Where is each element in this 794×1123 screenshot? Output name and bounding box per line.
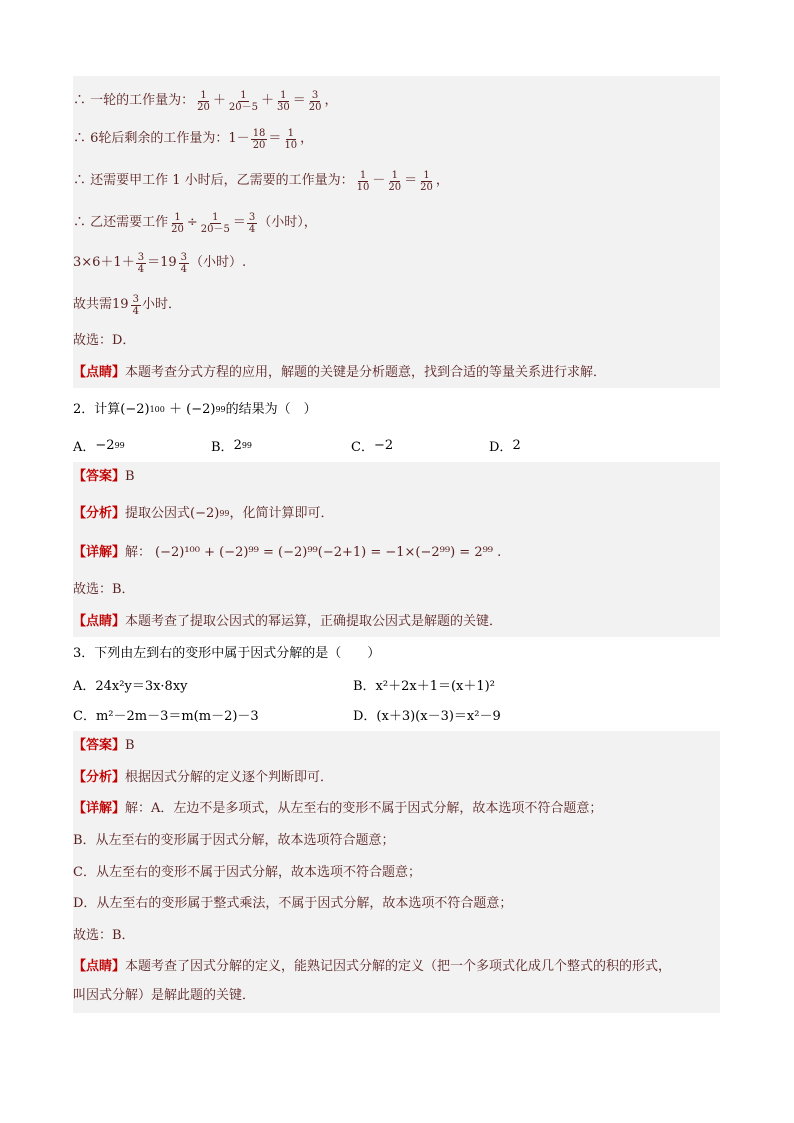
text: 本题考查了提取公因式的幂运算，正确提取公因式是解题的关键． bbox=[125, 614, 503, 630]
text: 故共需 bbox=[73, 297, 113, 313]
text: ∴ 乙还需要工作 bbox=[73, 215, 169, 231]
q3-detail-b bbox=[73, 826, 720, 856]
text: 小时． bbox=[141, 297, 181, 313]
text: 2．计算 bbox=[73, 402, 121, 418]
q2-option-b[interactable]: B． 2 99 bbox=[211, 437, 253, 455]
text: (−2)¹⁰⁰ + (−2)⁹⁹ = (−2)⁹⁹(−2+1) = −1×(−2⁹⁹) = 2⁹⁹ . bbox=[155, 545, 502, 561]
text: 3．下列由左到右的变形中属于因式分解的是（ ） bbox=[73, 646, 381, 662]
fraction: $\frac{18}{20}$ bbox=[252, 127, 266, 151]
q3-detail-d bbox=[73, 889, 720, 919]
text: 根据因式分解的定义逐个判断即可． bbox=[125, 770, 334, 786]
q2-solution bbox=[73, 462, 720, 637]
text: 解：A．左边不是多项式，从左至右的变形不属于因式分解，故本选项不符合题意； bbox=[125, 801, 603, 817]
q3-answer bbox=[73, 731, 720, 761]
text: (−2) bbox=[190, 506, 220, 522]
q2-choose bbox=[73, 575, 720, 605]
text: （小时）， bbox=[258, 215, 317, 231]
text: ∴ 还需要甲工作 1 小时后，乙需要的工作量为： bbox=[73, 173, 354, 189]
fraction: $\frac{1}{20}$ bbox=[171, 211, 184, 235]
q2-detail bbox=[73, 538, 720, 568]
answer-tag: 【答案】 bbox=[73, 469, 126, 485]
q2-stem: 2．计算 (−2) 100 ＋ (−2) 99 的结果为（ ） bbox=[73, 402, 317, 418]
text: B bbox=[125, 469, 135, 485]
line-total-calc: 3×6＋1＋ $\frac{3}{4}$ ＝ 19 $\frac{3}{4}$ （小时）. bbox=[73, 251, 247, 275]
text: 叫因式分解）是解此题的关键． bbox=[73, 988, 256, 1004]
fraction: $\frac{3}{4}$ bbox=[137, 251, 145, 275]
q2-analysis: 【分析】 提取公因式 (−2) 99 ，化简计算即可． bbox=[73, 506, 334, 522]
fraction: $\frac{1}{10}$ bbox=[284, 127, 298, 151]
fraction: $\frac{1}{10}$ bbox=[356, 169, 370, 193]
mixed-number: 19 $\frac{3}{4}$ bbox=[160, 251, 188, 275]
q3-option-b[interactable]: B．x²＋2x＋1＝(x＋1)² bbox=[353, 678, 495, 694]
text: 3×6＋1＋ bbox=[73, 255, 135, 271]
fraction: $\frac{3}{4}$ bbox=[248, 211, 256, 235]
q2-answer bbox=[73, 462, 720, 492]
text: 故选：D． bbox=[73, 333, 136, 349]
point-tag: 【点睛】 bbox=[73, 365, 126, 381]
q3-option-c[interactable]: C．m²－2m－3＝m(m－2)－3 bbox=[73, 708, 259, 724]
fraction: $\frac{3}{20}$ bbox=[308, 89, 322, 113]
text: 故选：B． bbox=[73, 928, 135, 944]
q2-option-a[interactable]: A． −2 99 bbox=[73, 437, 125, 455]
line-remaining-work: ∴ 6轮后剩余的工作量为：1－ $\frac{18}{20}$ ＝ $\frac{1}{10}$ ， bbox=[73, 127, 314, 151]
line-point bbox=[73, 358, 720, 388]
q2-options bbox=[73, 430, 720, 460]
q2-option-c[interactable]: C． −2 bbox=[351, 437, 394, 455]
text: 本题考查了因式分解的定义，能熟记因式分解的定义（把一个多项式化成几个整式的积的形式， bbox=[125, 959, 672, 975]
text: D．从左至右的变形属于整式乘法，不属于因式分解，故本选项不符合题意； bbox=[73, 896, 513, 912]
analysis-tag: 【分析】 bbox=[73, 770, 126, 786]
fraction: $\frac{1}{20-5}$ bbox=[200, 211, 230, 235]
q3-solution bbox=[73, 731, 720, 1013]
text: 的结果为（ ） bbox=[225, 402, 317, 418]
fraction: $\frac{1}{20-5}$ bbox=[228, 89, 258, 113]
q3-point-line1 bbox=[73, 952, 720, 982]
text: 故选：B． bbox=[73, 582, 135, 598]
text: 本题考查分式方程的应用，解题的关键是分析题意，找到合适的等量关系进行求解． bbox=[125, 365, 607, 381]
line-one-round-work: ∴ 一轮的工作量为： $\frac{1}{20}$ ＋ $\frac{1}{20-5}$ ＋ $\frac{1}{30}$ ＝ $\frac{3}{20}$ ， bbox=[73, 89, 338, 113]
text: (−2) bbox=[186, 402, 216, 418]
q3-analysis bbox=[73, 763, 720, 793]
question-2 bbox=[73, 392, 720, 462]
detail-tag: 【详解】 bbox=[73, 545, 126, 561]
q3-option-a[interactable]: A．24x²y＝3x·8xy bbox=[73, 678, 188, 694]
solution-continuation bbox=[73, 76, 720, 388]
point-tag: 【点睛】 bbox=[73, 959, 126, 975]
text: ∴ 一轮的工作量为： bbox=[73, 93, 195, 109]
fraction: $\frac{1}{20}$ bbox=[197, 89, 210, 113]
text: C．从左至右的变形不属于因式分解，故本选项不符合题意； bbox=[73, 865, 421, 881]
fraction: $\frac{1}{20}$ bbox=[388, 169, 402, 193]
text: ，化简计算即可． bbox=[229, 506, 334, 522]
line-yi-time: ∴ 乙还需要工作 $\frac{1}{20}$ ÷ $\frac{1}{20-5}$ ＝ $\frac{3}{4}$ （小时）， bbox=[73, 211, 317, 235]
q2-point bbox=[73, 607, 720, 637]
q3-options-row2 bbox=[73, 699, 720, 729]
detail-tag: 【详解】 bbox=[73, 801, 126, 817]
text: (−2) bbox=[120, 402, 150, 418]
q3-stem bbox=[73, 639, 720, 669]
fraction: $\frac{1}{30}$ bbox=[277, 89, 290, 113]
text: B bbox=[125, 738, 135, 754]
answer-tag: 【答案】 bbox=[73, 738, 126, 754]
text: B．从左至右的变形属于因式分解，故本选项符合题意； bbox=[73, 833, 395, 849]
text: ∴ 6轮后剩余的工作量为：1－ bbox=[73, 131, 250, 147]
q2-option-d[interactable]: D． 2 bbox=[489, 437, 521, 455]
q3-point-line2 bbox=[73, 981, 720, 1011]
text: 提取公因式 bbox=[125, 506, 191, 522]
q3-option-d[interactable]: D．(x＋3)(x－3)＝x²－9 bbox=[353, 708, 501, 724]
mixed-number: 19 $\frac{3}{4}$ bbox=[112, 293, 139, 317]
line-choose-d bbox=[73, 326, 720, 356]
question-3 bbox=[73, 639, 720, 729]
line-total-answer bbox=[73, 290, 720, 320]
text: 解： bbox=[125, 545, 152, 561]
fraction: $\frac{1}{20}$ bbox=[420, 169, 433, 193]
q3-choose bbox=[73, 921, 720, 951]
analysis-tag: 【分析】 bbox=[73, 506, 126, 522]
q3-detail bbox=[73, 794, 720, 824]
line-yi-work: ∴ 还需要甲工作 1 小时后，乙需要的工作量为： $\frac{1}{10}$ － $\frac{1}{20}$ ＝ $\frac{1}{20}$ ， bbox=[73, 169, 449, 193]
text: （小时）. bbox=[190, 255, 247, 271]
q3-detail-c bbox=[73, 858, 720, 888]
q3-options-row1 bbox=[73, 669, 720, 699]
point-tag: 【点睛】 bbox=[73, 614, 126, 630]
